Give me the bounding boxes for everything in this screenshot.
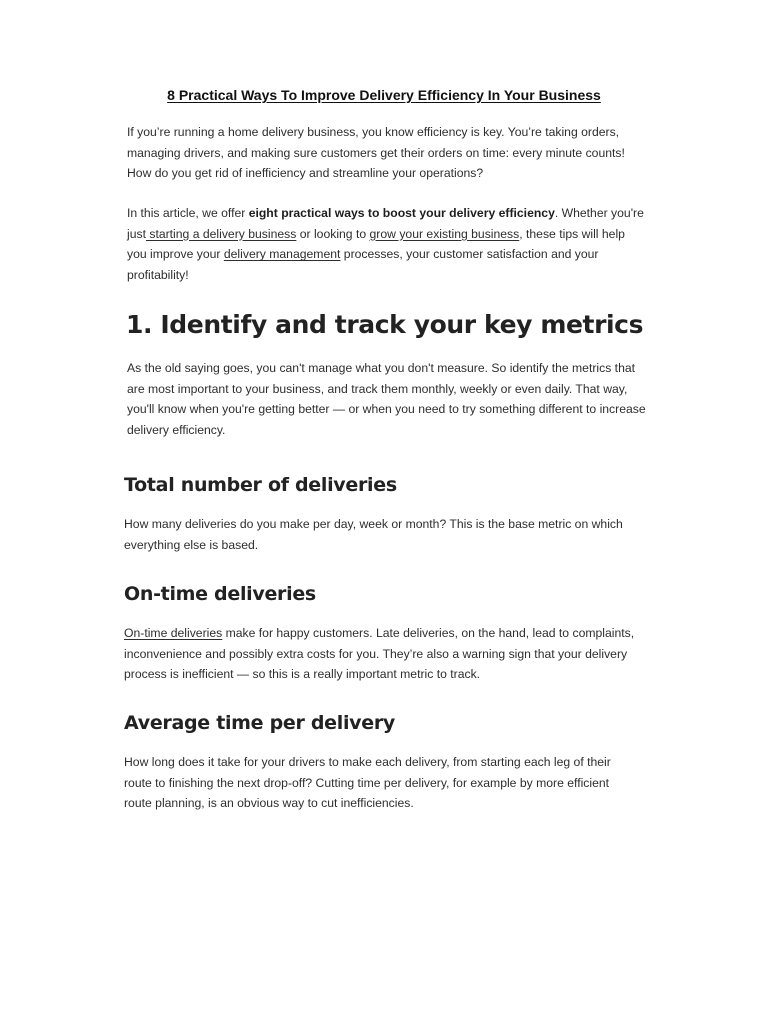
intro-text-4: , these tips will help you improve your <box>127 226 625 262</box>
on-time-deliveries-body <box>124 623 644 685</box>
average-time-body-text: How long does it take for your drivers to make each delivery, from starting each leg of their route to finishing the next drop-off? Cutting time per delivery, for example by more efficient route planning, is an obvious way to cut inefficiencies. <box>124 755 611 811</box>
section-1-body <box>127 358 647 440</box>
document-title: 8 Practical Ways To Improve Delivery Efficiency In Your Business <box>167 87 601 103</box>
starting-delivery-business-link[interactable]: starting a delivery business <box>145 226 297 241</box>
average-time-heading: Average time per delivery <box>124 712 395 734</box>
total-deliveries-body-text: How many deliveries do you make per day, week or month? This is the base metric on which everything else is based. <box>124 517 623 552</box>
intro-text-5: processes, your customer satisfaction and your profitability! <box>127 247 599 282</box>
delivery-management-link[interactable]: delivery management <box>223 247 341 262</box>
intro-bold-text: eight practical ways to boost your delivery efficiency <box>248 206 555 220</box>
total-deliveries-body <box>124 514 636 555</box>
total-deliveries-heading: Total number of deliveries <box>124 474 397 496</box>
section-1-body-text: As the old saying goes, you can't manage what you don't measure. So identify the metrics that are most important to your business, and track them monthly, weekly or even daily. That way, you'll know when you're getting better — or when you need to try something different to increase delivery efficiency. <box>127 361 646 437</box>
intro-paragraph-2 <box>127 203 647 285</box>
on-time-deliveries-heading: On-time deliveries <box>124 583 316 605</box>
intro-text-1: In this article, we offer <box>127 206 249 220</box>
intro-paragraph-1 <box>127 122 647 184</box>
intro-text-2: . Whether you're just <box>127 206 644 241</box>
on-time-deliveries-body-text <box>124 623 644 685</box>
intro-paragraph-1-text: If you’re running a home delivery business, you know efficiency is key. You’re taking orders, managing drivers, and making sure customers get their orders on time: every minute counts! How do you get rid of inefficiency and streamline your operations? <box>127 125 625 181</box>
intro-paragraph-2-text <box>127 203 647 285</box>
on-time-deliveries-link[interactable]: On-time deliveries <box>124 626 223 640</box>
on-time-deliveries-text: make for happy customers. Late deliveries, on the hand, lead to complaints, inconvenience and possibly extra costs for you. They’re also a warning sign that your delivery process is inefficient — so this is a really important metric to track. <box>124 626 635 682</box>
grow-existing-business-link[interactable]: grow your existing business <box>369 226 520 241</box>
intro-text-3: or looking to <box>296 226 370 241</box>
section-1-heading: 1. Identify and track your key metrics <box>126 310 644 339</box>
average-time-body <box>124 752 634 814</box>
